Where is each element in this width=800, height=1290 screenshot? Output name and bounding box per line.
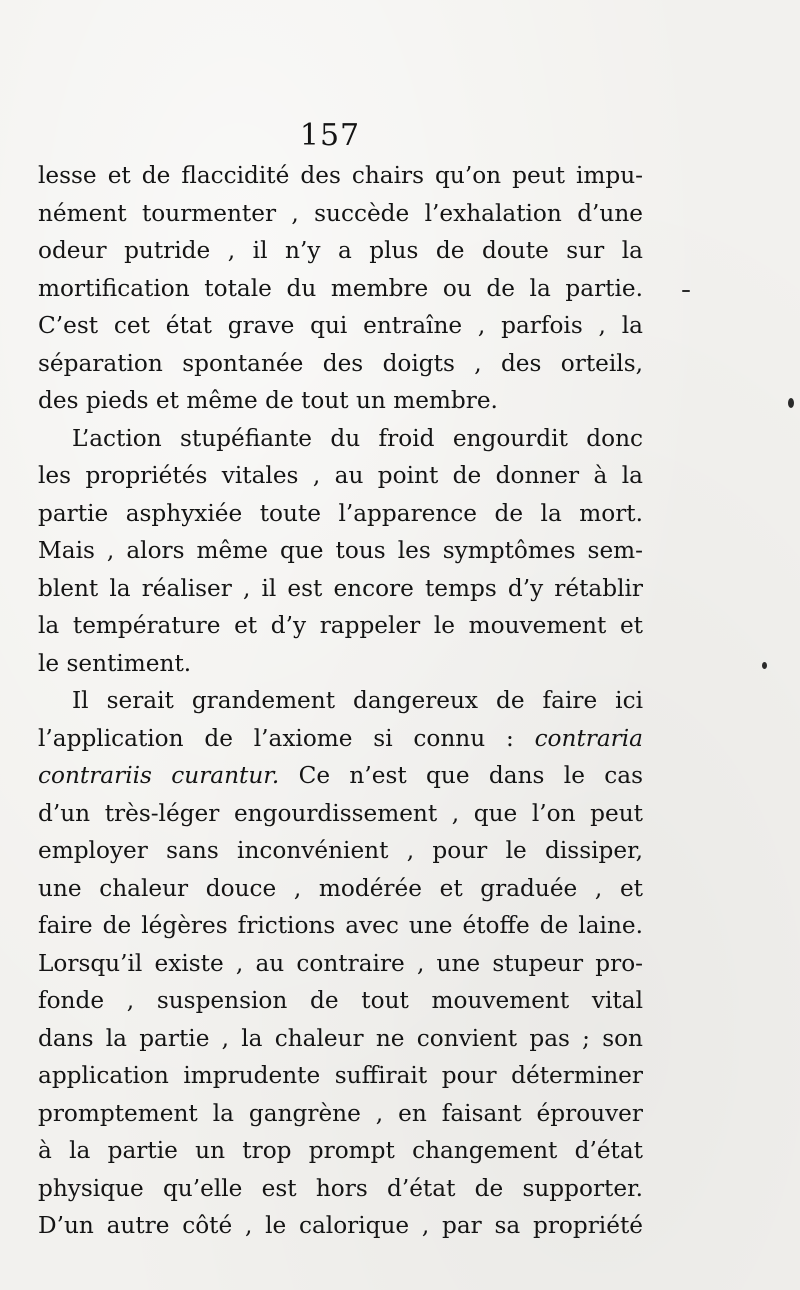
paper-speck [682,290,690,292]
paper-speck [788,398,794,408]
text-line: partie asphyxiée toute l’apparence de la mort. [38,499,643,527]
text-line [38,757,643,795]
text-line: lesse et de flaccidité des chairs qu’on peut impu- [38,162,643,189]
text-line: les propriétés vitales , au point de donner à la [38,462,643,489]
text-segment: l’application de l’axiome si connu : [38,724,514,752]
text-line: d’un très-léger engourdissement , que l’on peut [38,799,643,827]
latin-phrase: contraria [534,724,643,752]
text-line: séparation spontanée des doigts , des orteils, [38,349,643,377]
text-line: application imprudente suffirait pour déterminer [38,1062,643,1089]
text-line: D’un autre côté , le calorique , par sa propriété [38,1212,643,1239]
text-line: mortification totale du membre ou de la partie. [38,274,643,302]
paragraph-end-line: le sentiment. [38,649,192,677]
page-body-text [38,157,643,1245]
paper-speck [762,662,767,669]
paragraph-start-line: Il serait grandement dangereux de faire ici [72,687,643,714]
text-line: nément tourmenter , succède l’exhalation d’une [38,199,643,227]
text-line: blent la réaliser , il est encore temps d’y rétablir [38,574,643,602]
paragraph-start-line: L’action stupéfiante du froid engourdit donc [72,424,643,452]
text-line: une chaleur douce , modérée et graduée , et [38,874,643,902]
text-line: Mais , alors même que tous les symptômes sem- [38,537,643,564]
latin-phrase: contrariis curantur. [38,762,280,789]
text-segment: Ce n’est que dans le cas [298,762,643,789]
page-number: 157 [299,118,361,153]
text-line: odeur putride , il n’y a plus de doute sur la [38,237,643,264]
text-line: faire de légères frictions avec une étoffe de laine. [38,912,643,939]
text-line: employer sans inconvénient , pour le dissiper, [38,837,643,864]
text-line: physique qu’elle est hors d’état de supporter. [38,1174,643,1202]
text-line: dans la partie , la chaleur ne convient pas ; son [38,1024,643,1052]
text-line: fonde , suspension de tout mouvement vital [38,987,643,1014]
paragraph-end-line: des pieds et même de tout un membre. [38,387,498,414]
text-line: la température et d’y rappeler le mouvement et [38,612,643,639]
text-line [38,720,643,758]
text-line: C’est cet état grave qui entraîne , parfois , la [38,312,643,339]
text-line: à la partie un trop prompt changement d’état [38,1137,643,1164]
text-line: promptement la gangrène , en faisant éprouver [38,1099,643,1127]
text-line: Lorsqu’il existe , au contraire , une stupeur pro- [38,949,643,977]
